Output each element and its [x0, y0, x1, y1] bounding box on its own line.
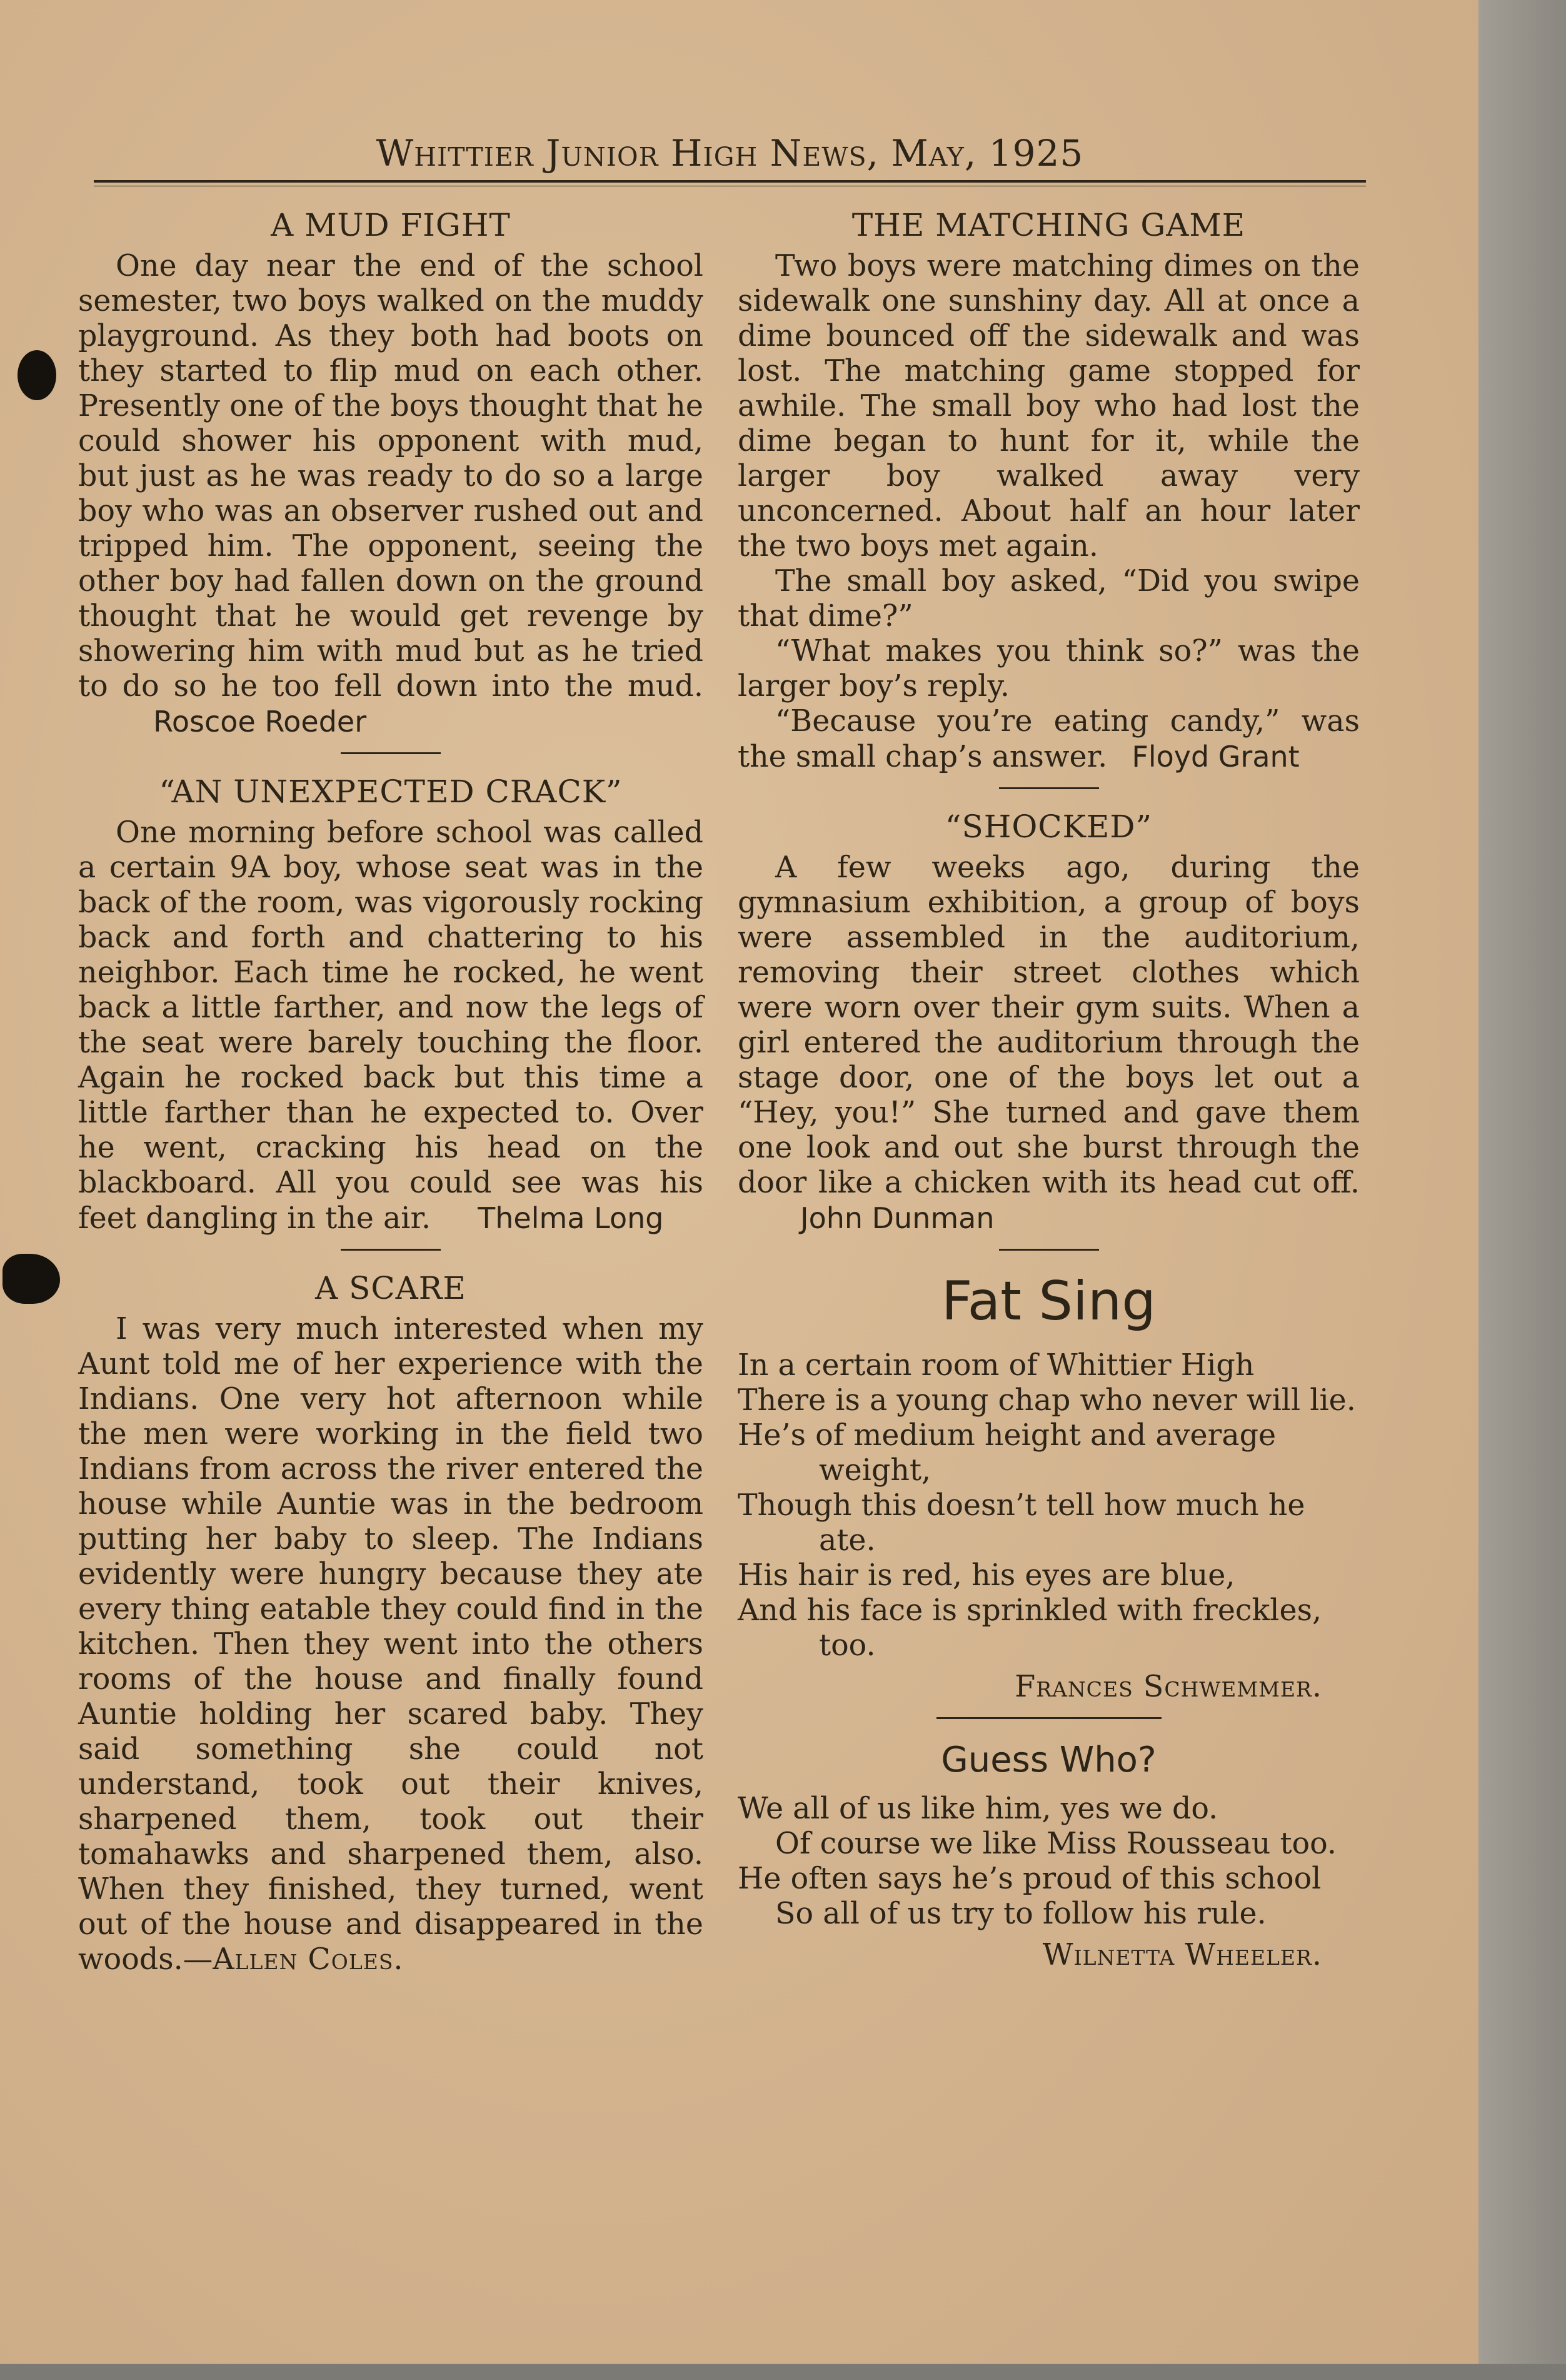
masthead: Whittier Junior High News, May, 1925: [376, 132, 1084, 174]
article-unexpected-crack: [78, 770, 703, 1236]
paragraph-text: I was very much interested when my Aunt told me of her experience with the Indians. One very hot afternoon while the men were working in the field two Indians from across the river entered the house while Auntie was in the bedroom putting her baby to sleep. The Indians evidently were hungry because they ate every thing eatable they could find in the kitchen. Then they went into the others rooms of the house and finally found Auntie holding her scared baby. They said something she could not understand, took out their knives, sharpened them, took out their tomahawks and sharpened them, also. When they finished, they turned, went out of the house and disappeared in the woods.—: [78, 1312, 703, 1977]
paragraph-text: Two boys were matching dimes on the sidewalk one sunshiny day. All at once a dime bounced off the sidewalk and was lost. The matching game stopped for awhile. The small boy who had lost the dime began to hunt for it, while the larger boy walked away very unconcerned. About half an hour later the two boys met again.: [738, 249, 1360, 563]
article-divider: [999, 787, 1099, 789]
poem-line: He often says he’s proud of this school: [738, 1862, 1322, 1896]
author-byline: Allen Coles.: [213, 1942, 404, 1977]
punch-hole-bottom: [3, 1254, 60, 1304]
author-byline: Frances Schwemmer.: [1015, 1670, 1322, 1704]
article-mud-fight: [78, 204, 703, 740]
author-byline: John Dunman: [800, 1201, 995, 1235]
article-body: [78, 1312, 703, 1977]
poem-line: Though this doesn’t tell how much he ate.: [738, 1488, 1305, 1558]
scan-backing-edge: [1478, 0, 1566, 2380]
poem-line: In a certain room of Whittier High: [738, 1348, 1255, 1383]
paragraph-text: One day near the end of the school semester, two boys walked on the muddy playground. As they both had boots on they started to flip mud on each other. Presently one of the boys thought that he could shower his opponent with mud, but just as he was ready to do so a large boy who was an observer rushed out and tripped him. The opponent, seeing the other boy had fallen down on the ground thought that he would get revenge by showering him with mud but as he tried to do so he too fell down into the mud.: [78, 249, 703, 703]
headline-fat-sing: Fat Sing: [941, 1270, 1156, 1333]
paragraph-text: “What makes you think so?” was the larger boy’s reply.: [738, 634, 1360, 703]
article-shocked: [738, 805, 1360, 1236]
article-divider: [341, 1249, 441, 1251]
article-body: [78, 815, 703, 1236]
article-body: [738, 850, 1360, 1236]
scan-bottom-edge: [0, 2364, 1566, 2380]
headline-guess-who: Guess Who?: [941, 1740, 1157, 1780]
paragraph-text: One morning before school was called a certain 9A boy, whose seat was in the back of the room, was vigorously rocking back and forth and chattering to his neighbor. Each time he rocked, he went back a little farther, and now the legs of the seat were barely touching the floor. Again he rocked back but this time a little farther than he expected to. Over he went, cracking his head on the blackboard. All you could see was his feet dangling in the air.: [78, 815, 703, 1236]
article-body: [78, 249, 703, 740]
headline-matching-game: THE MATCHING GAME: [851, 207, 1246, 243]
poem-line: So all of us try to follow his rule.: [775, 1897, 1267, 1931]
poem-line: We all of us like him, yes we do.: [738, 1792, 1218, 1826]
headline-mud-fight: A MUD FIGHT: [271, 207, 511, 243]
poem-line: His hair is red, his eyes are blue,: [738, 1558, 1235, 1593]
headline-unexpected-crack: “AN UNEXPECTED CRACK”: [159, 774, 623, 810]
poem-fat-sing: [738, 1267, 1360, 1705]
article-matching-game: [738, 204, 1360, 775]
poem-line: And his face is sprinkled with freckles, too.: [738, 1593, 1322, 1663]
article-divider: [341, 752, 441, 754]
article-divider: [999, 1249, 1099, 1251]
headline-shocked: “SHOCKED”: [945, 809, 1153, 845]
headline-scare: A SCARE: [315, 1270, 466, 1306]
right-column: [738, 199, 1360, 1973]
punch-hole-top: [18, 350, 56, 400]
article-divider: [936, 1717, 1162, 1719]
paragraph-text: “Because you’re eating candy,” was the small chap’s answer.: [738, 704, 1360, 774]
article-body: [738, 704, 1360, 775]
poem-guess-who: [738, 1735, 1360, 1973]
article-scare: [78, 1267, 703, 1977]
poem-line: There is a young chap who never will lie.: [738, 1383, 1356, 1418]
author-byline: Roscoe Roeder: [153, 705, 367, 739]
paragraph-text: A few weeks ago, during the gymnasium exhibition, a group of boys were assembled in the auditorium, removing their street clothes which were worn over their gym suits. When a girl entered the auditorium through the stage door, one of the boys let out a “Hey, you!” She turned and gave them one look and out she burst through the door like a chicken with its head cut off.: [738, 850, 1360, 1200]
left-column: [78, 199, 703, 1977]
author-byline: Floyd Grant: [1132, 740, 1300, 774]
author-byline: Wilnetta Wheeler.: [1042, 1938, 1322, 1972]
paragraph-text: The small boy asked, “Did you swipe that dime?”: [738, 564, 1360, 633]
author-byline: Thelma Long: [478, 1201, 664, 1235]
masthead-rule: [94, 180, 1366, 186]
poem-line: He’s of medium height and average weight,: [738, 1418, 1277, 1488]
poem-line: Of course we like Miss Rousseau too.: [775, 1827, 1337, 1861]
